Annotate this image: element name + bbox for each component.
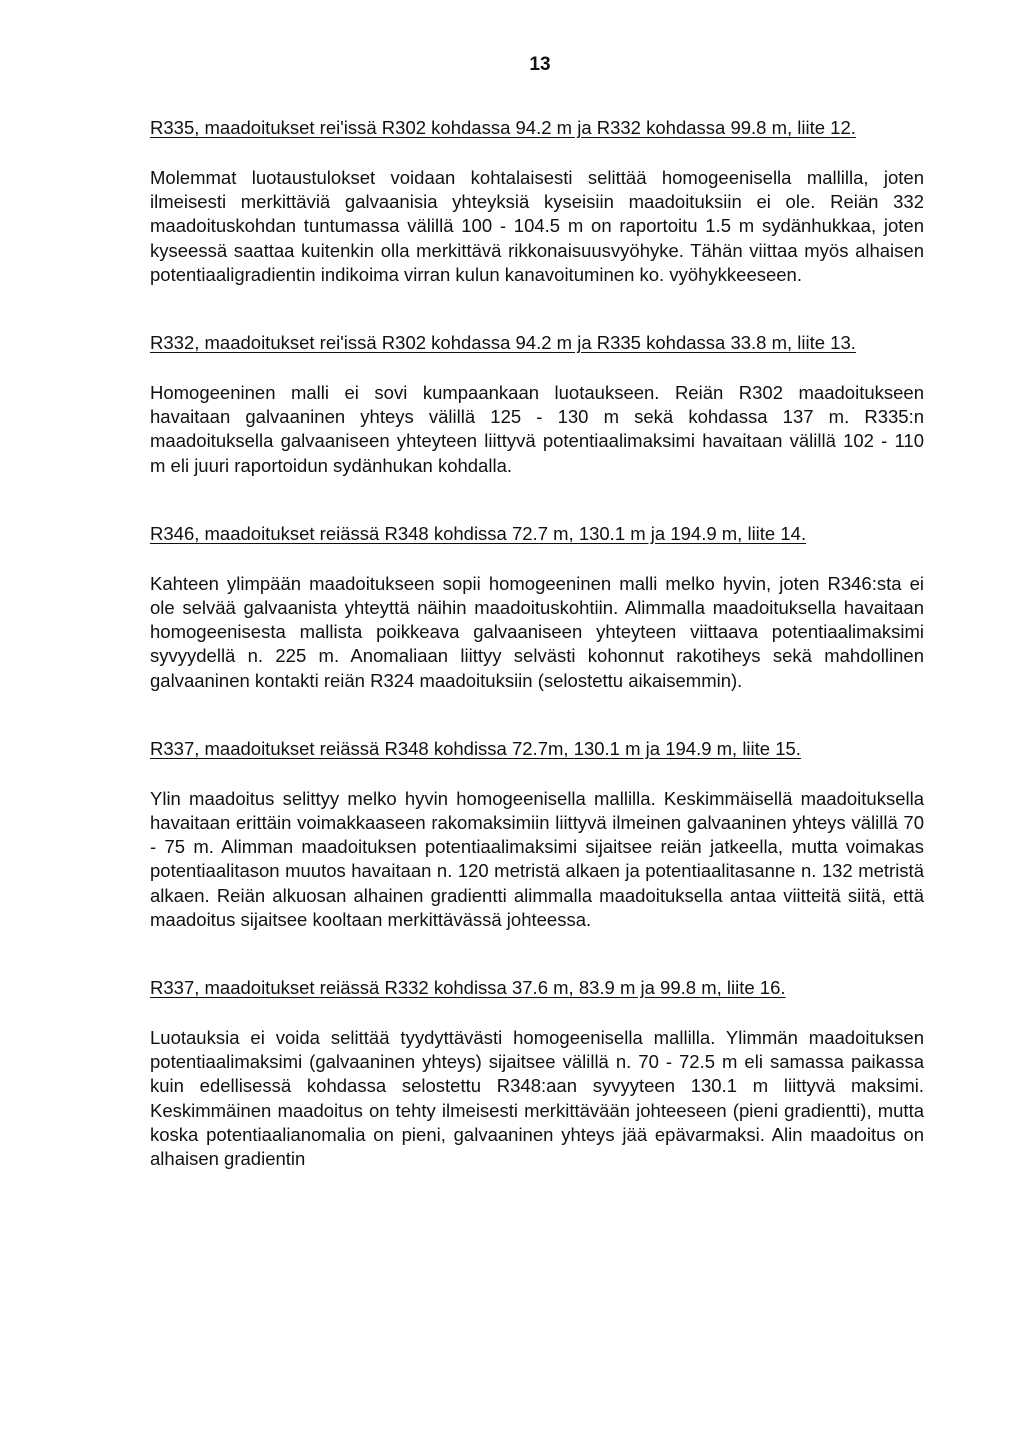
section-paragraph: Kahteen ylimpään maadoitukseen sopii homogeeninen malli melko hyvin, joten R346:sta ei ole selvää galvaanista yhteyttä näihin maadoituskohtiin. Alimmalla maadoituksella havaitaan homogeenisesta mallista poikkeava galvaaniseen yhteyteen viittaava potentiaalimaksimi syvyydellä n. 225 m. Anomaliaan liittyy selvästi kohonnut rakotiheys sekä mahdollinen galvaaninen kontakti reiän R324 maadoituksiin (selostettu aikaisemmin). [150, 572, 924, 691]
section-r337-r332 [150, 976, 924, 1171]
section-r332 [150, 331, 924, 478]
section-heading: R335, maadoitukset rei'issä R302 kohdassa 94.2 m ja R332 kohdassa 99.8 m, liite 12. [150, 117, 856, 138]
section-heading: R337, maadoitukset reiässä R348 kohdissa 72.7m, 130.1 m ja 194.9 m, liite 15. [150, 737, 801, 759]
section-paragraph: Ylin maadoitus selittyy melko hyvin homogeenisella mallilla. Keskimmäisellä maadoituksella havaitaan erittäin voimakkaaseen rakomaksimiin liittyvä ilmeinen galvaaninen yhteys välillä 70 - 75 m. Alimman maadoituksen potentiaalimaksimi sijaitsee reiän jatkeella, mutta voimakas potentiaalitason muutos havaitaan n. 120 metristä alkaen ja potentiaalitasanne n. 132 metristä alkaen. Reiän alkuosan alhainen gradientti alimmalla maadoituksella antaa viitteitä siitä, että maadoitus sijaitsee kooltaan merkittävässä johteessa. [150, 787, 924, 930]
section-heading: R346, maadoitukset reiässä R348 kohdissa 72.7 m, 130.1 m ja 194.9 m, liite 14. [150, 522, 807, 544]
section-r346 [150, 522, 924, 693]
section-heading: R332, maadoitukset rei'issä R302 kohdassa 94.2 m ja R335 kohdassa 33.8 m, liite 13. [150, 332, 856, 354]
section-paragraph: Molemmat luotaustulokset voidaan kohtalaisesti selittää homogeenisella mallilla, joten ilmeisesti merkittäviä galvaanisia yhteyksiä kyseisiin maadoituksiin ei ole. Reiän 332 maadoituskohdan tuntumassa välillä 100 - 104.5 m on raportoitu 1.5 m sydänhukkaa, joten kyseessä saattaa kuitenkin olla merkittävä rikkonaisuusvyöhyke. Tähän viittaa myös alhaisen potentiaaligradientin indikoima virran kulun kanavoituminen ko. vyöhykkeeseen. [150, 167, 924, 285]
section-paragraph: Homogeeninen malli ei sovi kumpaankaan luotaukseen. Reiän R302 maadoitukseen havaitaan galvaaninen yhteys välillä 125 - 130 m sekä kohdassa 137 m. R335:n maadoituksella galvaaniseen yhteyteen liittyvä potentiaalimaksimi havaitaan välillä 102 - 110 m eli juuri raportoidun sydänhukan kohdalla. [150, 382, 924, 476]
section-r337-r348 [150, 737, 924, 932]
section-heading: R337, maadoitukset reiässä R332 kohdissa 37.6 m, 83.9 m ja 99.8 m, liite 16. [150, 977, 786, 999]
page-content [150, 116, 924, 1171]
section-paragraph: Luotauksia ei voida selittää tyydyttävästi homogeenisella mallilla. Ylimmän maadoituksen potentiaalimaksimi (galvaaninen yhteys) sijaitsee välillä n. 70 - 72.5 m eli samassa paikassa kuin edellisessä kohdassa selostettu R348:aan syvyyteen 130.1 m liittyvä maksimi. Keskimmäinen maadoitus on tehty ilmeisesti merkittävään johteeseen (pieni gradientti), mutta koska potentiaalianomalia on pieni, galvaaninen yhteys jää epävarmaksi. Alin maadoitus on alhaisen gradientin [150, 1027, 924, 1170]
section-r335 [150, 116, 924, 287]
page-number: 13 [529, 54, 551, 75]
